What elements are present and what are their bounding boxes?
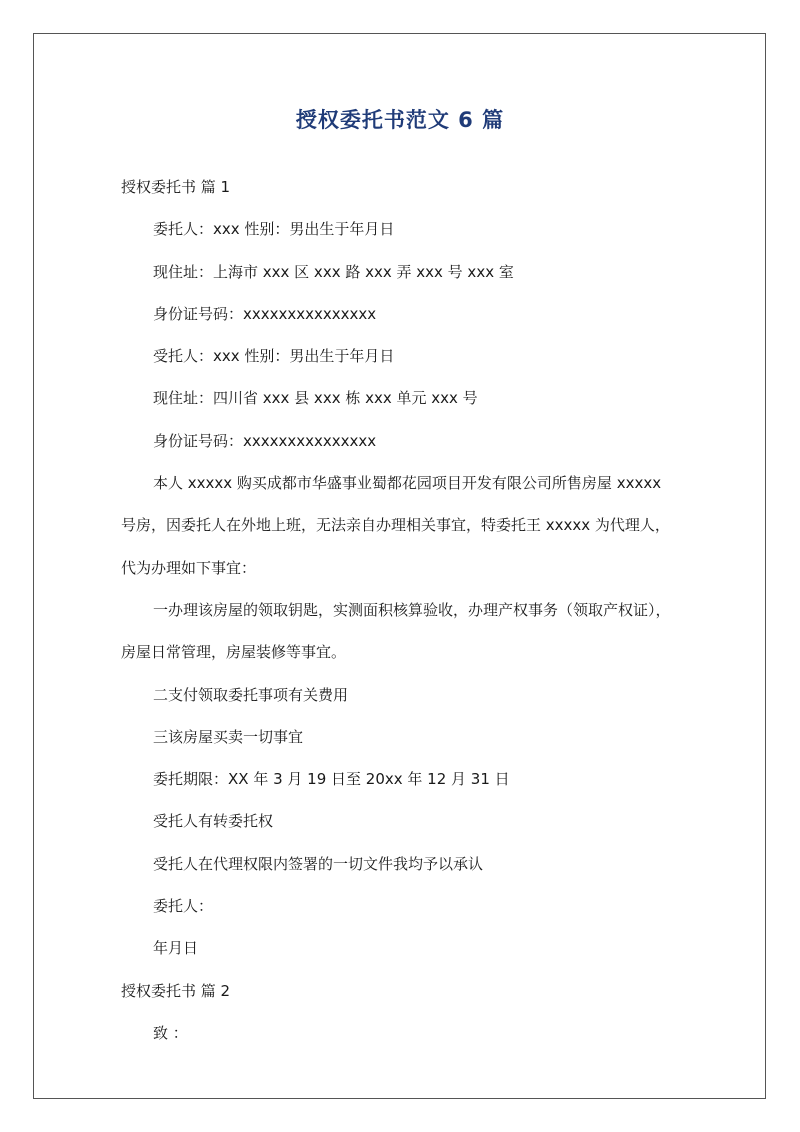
- addressee-line: 致 ：: [153, 1023, 188, 1042]
- acknowledgement-line: 受托人在代理权限内签署的一切文件我均予以承认: [153, 854, 484, 873]
- item-one-line: 一办理该房屋的领取钥匙，实测面积核算验收，办理产权事务（领取产权证），: [153, 600, 671, 619]
- item-three-line: 三该房屋买卖一切事宜: [153, 727, 304, 746]
- term-line: 委托期限：XX 年 3 月 19 日至 20xx 年 12 月 31 日: [153, 770, 510, 789]
- body-paragraph-line: 代为办理如下事宜：: [121, 558, 257, 577]
- agent-line: 受托人：xxx 性别：男出生于年月日: [153, 347, 395, 366]
- agent-address-line: 现住址：四川省 xxx 县 xxx 栋 xxx 单元 xxx 号: [153, 389, 478, 408]
- date-line: 年月日: [153, 939, 199, 958]
- sub-delegation-line: 受托人有转委托权: [153, 812, 274, 831]
- body-paragraph-line: 号房，因委托人在外地上班，无法亲自办理相关事宜，特委托王 xxxxx 为代理人，: [121, 516, 670, 535]
- item-two-line: 二支付领取委托事项有关费用: [153, 685, 349, 704]
- principal-id-line: 身份证号码：xxxxxxxxxxxxxxx: [153, 304, 377, 323]
- document-body: [121, 166, 686, 1054]
- signature-line: 委托人：: [153, 897, 214, 916]
- section-heading-2: 授权委托书 篇 2: [121, 981, 231, 1000]
- principal-address-line: 现住址：上海市 xxx 区 xxx 路 xxx 弄 xxx 号 xxx 室: [153, 262, 514, 281]
- item-one-line: 房屋日常管理，房屋装修等事宜。: [121, 643, 347, 662]
- agent-id-line: 身份证号码：xxxxxxxxxxxxxxx: [153, 431, 377, 450]
- section-heading-1: 授权委托书 篇 1: [121, 178, 231, 196]
- body-paragraph-line: 本人 xxxxx 购买成都市华盛事业蜀都花园项目开发有限公司所售房屋 xxxxx: [153, 474, 662, 493]
- document-title: 授权委托书范文 6 篇: [295, 108, 505, 132]
- principal-line: 委托人：xxx 性别：男出生于年月日: [153, 220, 395, 239]
